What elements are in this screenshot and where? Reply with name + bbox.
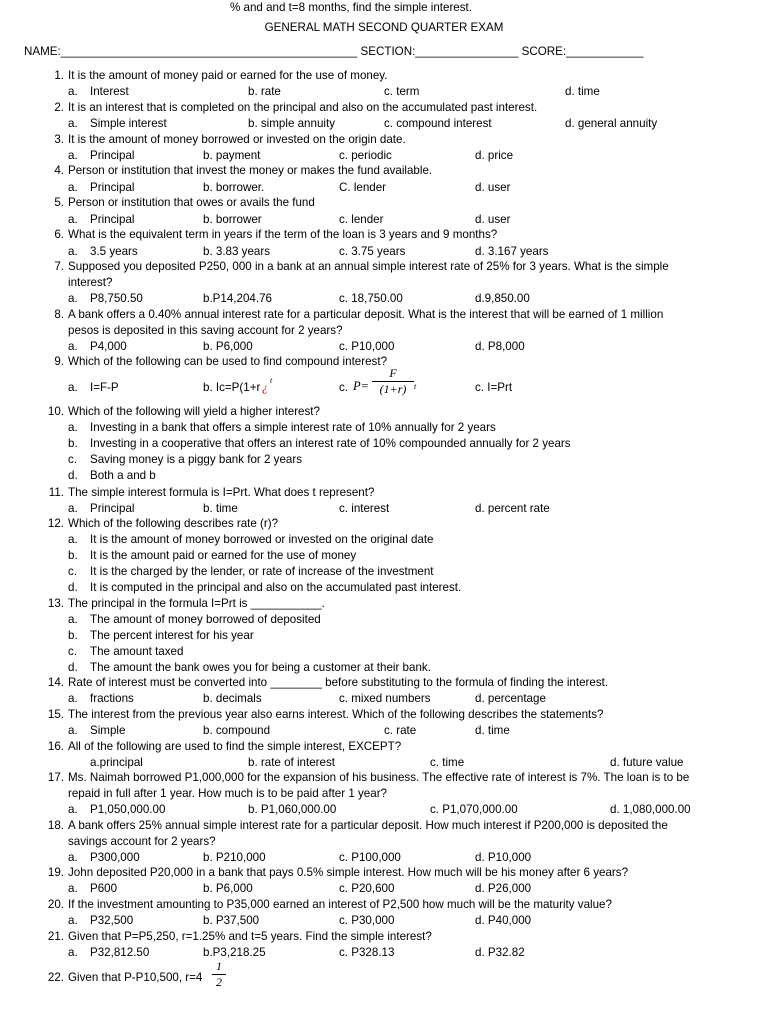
option-text: The amount the bank owes you for being a customer at their bank. bbox=[90, 661, 431, 674]
question-number: 10. bbox=[47, 405, 64, 418]
formula-lhs: P= bbox=[353, 379, 370, 393]
option-letter: a. bbox=[68, 946, 78, 959]
option-text: Both a and b bbox=[90, 469, 156, 482]
option-letter: a. bbox=[68, 533, 78, 546]
option-text: It is the charged by the lender, or rate of increase of the investment bbox=[90, 565, 434, 578]
option-text: c. P10,000 bbox=[339, 340, 395, 353]
option-text: c. lender bbox=[339, 213, 384, 226]
question-text: Which of the following can be used to find compound interest? bbox=[68, 355, 388, 368]
question-number: 17. bbox=[47, 771, 64, 784]
option-text: b. rate of interest bbox=[248, 756, 335, 769]
fraction-denominator: 2 bbox=[216, 975, 222, 989]
option-text: Principal bbox=[90, 502, 135, 515]
option-text: P32,500 bbox=[90, 914, 134, 927]
question-text: All of the following are used to find the simple interest, EXCEPT? bbox=[68, 740, 402, 753]
question-number: 3. bbox=[54, 133, 64, 146]
option-text: d. general annuity bbox=[565, 117, 658, 130]
question-number: 9. bbox=[54, 355, 64, 368]
question-number: 12. bbox=[47, 517, 64, 530]
option-text: c. compound interest bbox=[384, 117, 492, 130]
option-letter: a. bbox=[68, 613, 78, 626]
question-text: Which of the following describes rate (r)? bbox=[68, 517, 279, 530]
question-number: 14. bbox=[47, 676, 64, 689]
option-letter: a. bbox=[68, 803, 78, 816]
option-letter: c. bbox=[68, 645, 78, 658]
option-text: d. time bbox=[565, 85, 600, 98]
option-text: Principal bbox=[90, 213, 135, 226]
option-text: P32,812.50 bbox=[90, 946, 150, 959]
option-text: b. rate bbox=[248, 85, 281, 98]
option-text: b. payment bbox=[203, 149, 261, 162]
question-text: The principal in the formula I=Prt is ___________. bbox=[68, 597, 325, 610]
option-text: d. P26,000 bbox=[475, 882, 532, 895]
option-text: Simple interest bbox=[90, 117, 167, 130]
option-text: c. rate bbox=[384, 724, 417, 737]
question-text: What is the equivalent term in years if the term of the loan is 3 years and 9 months? bbox=[68, 228, 498, 241]
option-text: The percent interest for his year bbox=[90, 629, 254, 642]
option-text: b. P6,000 bbox=[203, 340, 253, 353]
option-text: c. bbox=[339, 381, 349, 394]
option-b-superscript: t bbox=[270, 376, 273, 385]
option-text: Principal bbox=[90, 149, 135, 162]
option-text: P8,750.50 bbox=[90, 292, 143, 305]
option-text: d. 3.167 years bbox=[475, 245, 549, 258]
question-number: 5. bbox=[54, 196, 64, 209]
question-text: It is the amount of money paid or earned for the use of money. bbox=[68, 69, 388, 82]
option-text: b. borrower. bbox=[203, 181, 265, 194]
option-text: c. 3.75 years bbox=[339, 245, 406, 258]
question-number: 16. bbox=[47, 740, 64, 753]
option-text: d. user bbox=[475, 181, 511, 194]
option-text: b. P1,060,000.00 bbox=[248, 803, 337, 816]
option-letter: c. bbox=[68, 565, 78, 578]
option-text: P600 bbox=[90, 882, 118, 895]
option-text: b.P3,218.25 bbox=[203, 946, 266, 959]
option-text: b. time bbox=[203, 502, 238, 515]
option-text: b. decimals bbox=[203, 692, 262, 705]
question-number: 18. bbox=[47, 819, 64, 832]
option-text: It is computed in the principal and also on the accumulated past interest. bbox=[90, 581, 462, 594]
question-text: Given that P=P5,250, r=1.25% and t=5 years. Find the simple interest? bbox=[68, 930, 432, 943]
question-number: 21. bbox=[47, 930, 64, 943]
question-number: 1. bbox=[54, 69, 64, 82]
question-number: 22. bbox=[47, 971, 64, 984]
option-text: c. P1,070,000.00 bbox=[430, 803, 518, 816]
option-letter: a. bbox=[68, 882, 78, 895]
option-letter: d. bbox=[68, 581, 78, 594]
option-text: d. percent rate bbox=[475, 502, 550, 515]
option-text: b. compound bbox=[203, 724, 271, 737]
option-text: c. P100,000 bbox=[339, 851, 401, 864]
question-number: 7. bbox=[54, 260, 64, 273]
question-number: 20. bbox=[47, 898, 64, 911]
option-text: d.9,850.00 bbox=[475, 292, 530, 305]
question-text: John deposited P20,000 in a bank that pays 0.5% simple interest. How much will be his money after 6 years? bbox=[68, 866, 629, 879]
question-text: Given that P-P10,500, r=4 bbox=[68, 971, 203, 984]
option-letter: a. bbox=[68, 181, 78, 194]
question-text: If the investment amounting to P35,000 earned an interest of P2,500 how much will be the maturity value? bbox=[68, 898, 612, 911]
option-text: b. P37,500 bbox=[203, 914, 260, 927]
question-text: Ms. Naimah borrowed P1,000,000 for the expansion of his business. The effective rate of interest is 7%. The loan is to be bbox=[68, 771, 690, 784]
option-text: d. P40,000 bbox=[475, 914, 532, 927]
option-text: Investing in a bank that offers a simple interest rate of 10% annually for 2 years bbox=[90, 421, 496, 434]
option-text: Interest bbox=[90, 85, 129, 98]
question-number: 2. bbox=[54, 101, 64, 114]
option-letter: a. bbox=[68, 213, 78, 226]
question-text: The simple interest formula is I=Prt. What does t represent? bbox=[68, 486, 375, 499]
option-text: b. 3.83 years bbox=[203, 245, 271, 258]
option-text: P300,000 bbox=[90, 851, 140, 864]
option-text: d. P8,000 bbox=[475, 340, 525, 353]
option-letter: d. bbox=[68, 469, 78, 482]
option-text: b. P210,000 bbox=[203, 851, 266, 864]
option-text: P1,050,000.00 bbox=[90, 803, 166, 816]
question-number: 15. bbox=[47, 708, 64, 721]
fraction-numerator: 1 bbox=[216, 959, 222, 973]
option-text: c. term bbox=[384, 85, 420, 98]
question-number: 19. bbox=[47, 866, 64, 879]
option-letter: a. bbox=[68, 85, 78, 98]
option-letter: c. bbox=[68, 453, 78, 466]
option-letter: a. bbox=[68, 381, 78, 394]
option-letter: b. bbox=[68, 437, 78, 450]
option-text: C. lender bbox=[339, 181, 387, 194]
option-text: a.principal bbox=[90, 756, 143, 769]
option-text: c. P328.13 bbox=[339, 946, 395, 959]
option-text: d. P32.82 bbox=[475, 946, 525, 959]
option-text: c. I=Prt bbox=[475, 381, 513, 394]
question-text: Person or institution that owes or avails the fund bbox=[68, 196, 315, 209]
option-text: d. percentage bbox=[475, 692, 546, 705]
question-number: 6. bbox=[54, 228, 64, 241]
option-text: c. periodic bbox=[339, 149, 392, 162]
option-text: b. Ic=P(1+r bbox=[203, 381, 261, 394]
option-text: d. future value bbox=[610, 756, 684, 769]
exam-title: GENERAL MATH SECOND QUARTER EXAM bbox=[264, 21, 504, 34]
option-text: d. time bbox=[475, 724, 510, 737]
option-text: b.P14,204.76 bbox=[203, 292, 272, 305]
question-text: It is an interest that is completed on the principal and also on the accumulated past interest. bbox=[68, 101, 538, 114]
question-text: It is the amount of money borrowed or invested on the origin date. bbox=[68, 133, 406, 146]
formula-numerator: F bbox=[389, 366, 397, 380]
option-text: b. simple annuity bbox=[248, 117, 335, 130]
option-text: d. 1,080,000.00 bbox=[610, 803, 691, 816]
question-text: % and and t=8 months, find the simple interest. bbox=[230, 1, 472, 14]
option-b-exponent: ¿ bbox=[262, 381, 268, 394]
option-text: It is the amount paid or earned for the use of money bbox=[90, 549, 357, 562]
option-letter: a. bbox=[68, 292, 78, 305]
option-letter: a. bbox=[68, 117, 78, 130]
option-letter: d. bbox=[68, 661, 78, 674]
question-text: pesos is deposited in this saving account for 2 years? bbox=[68, 324, 343, 337]
option-letter: a. bbox=[68, 149, 78, 162]
option-text: d. price bbox=[475, 149, 514, 162]
option-text: b. borrower bbox=[203, 213, 262, 226]
option-letter: a. bbox=[68, 914, 78, 927]
mixed-fraction bbox=[212, 960, 226, 989]
option-letter: a. bbox=[68, 851, 78, 864]
option-text: P4,000 bbox=[90, 340, 127, 353]
option-text: c. P30,000 bbox=[339, 914, 395, 927]
option-text: 3.5 years bbox=[90, 245, 138, 258]
question-number: 4. bbox=[54, 164, 64, 177]
option-letter: a. bbox=[68, 502, 78, 515]
option-text: Simple bbox=[90, 724, 126, 737]
question-text: A bank offers 25% annual simple interest rate for a particular deposit. How much interest if P200,000 is deposited the bbox=[68, 819, 668, 832]
option-text: c. interest bbox=[339, 502, 390, 515]
option-text: The amount of money borrowed of deposited bbox=[90, 613, 321, 626]
question-text: Rate of interest must be converted into ________ before substituting to the formula of finding the interest. bbox=[68, 676, 609, 689]
option-text: I=F-P bbox=[90, 381, 119, 394]
question-text: Supposed you deposited P250, 000 in a bank at an annual simple interest rate of 25% for 3 years. What is the simple bbox=[68, 260, 669, 273]
option-letter: a. bbox=[68, 421, 78, 434]
option-text: The amount taxed bbox=[90, 645, 184, 658]
question-text: Which of the following will yield a higher interest? bbox=[68, 405, 320, 418]
question-number: 8. bbox=[54, 308, 64, 321]
option-text: c. mixed numbers bbox=[339, 692, 431, 705]
option-text: c. time bbox=[430, 756, 465, 769]
question-number: 13. bbox=[47, 597, 64, 610]
option-text: d. P10,000 bbox=[475, 851, 532, 864]
formula-exponent: t bbox=[414, 382, 417, 391]
question-number: 11. bbox=[48, 486, 64, 499]
option-text: c. 18,750.00 bbox=[339, 292, 403, 305]
option-letter: a. bbox=[68, 692, 78, 705]
compound-formula-fraction bbox=[372, 366, 417, 396]
question-text: The interest from the previous year also earns interest. Which of the following describes the statements? bbox=[68, 708, 604, 721]
option-text: d. user bbox=[475, 213, 511, 226]
question-text: savings account for 2 years? bbox=[68, 835, 216, 848]
option-text: Investing in a cooperative that offers an interest rate of 10% compounded annually for 2 years bbox=[90, 437, 571, 450]
option-text: c. P20,600 bbox=[339, 882, 395, 895]
option-text: b. P6,000 bbox=[203, 882, 253, 895]
option-letter: a. bbox=[68, 340, 78, 353]
name-section-score-line: NAME:______________________________________________ SECTION:________________ SCORE:____________ bbox=[24, 45, 644, 58]
question-text: repaid in full after 1 year. How much is to be paid after 1 year? bbox=[68, 787, 387, 800]
option-text: It is the amount of money borrowed or invested on the original date bbox=[90, 533, 434, 546]
option-text: fractions bbox=[90, 692, 134, 705]
question-text: Person or institution that invest the money or makes the fund available. bbox=[68, 164, 433, 177]
question-text: A bank offers a 0.40% annual interest rate for a particular deposit. What is the interest that will be earned of 1 million bbox=[68, 308, 664, 321]
option-text: Principal bbox=[90, 181, 135, 194]
option-letter: b. bbox=[68, 629, 78, 642]
option-letter: a. bbox=[68, 245, 78, 258]
option-letter: b. bbox=[68, 549, 78, 562]
option-text: Saving money is a piggy bank for 2 years bbox=[90, 453, 303, 466]
question-text: interest? bbox=[68, 276, 113, 289]
formula-denominator: (1+r) bbox=[379, 382, 407, 396]
option-letter: a. bbox=[68, 724, 78, 737]
